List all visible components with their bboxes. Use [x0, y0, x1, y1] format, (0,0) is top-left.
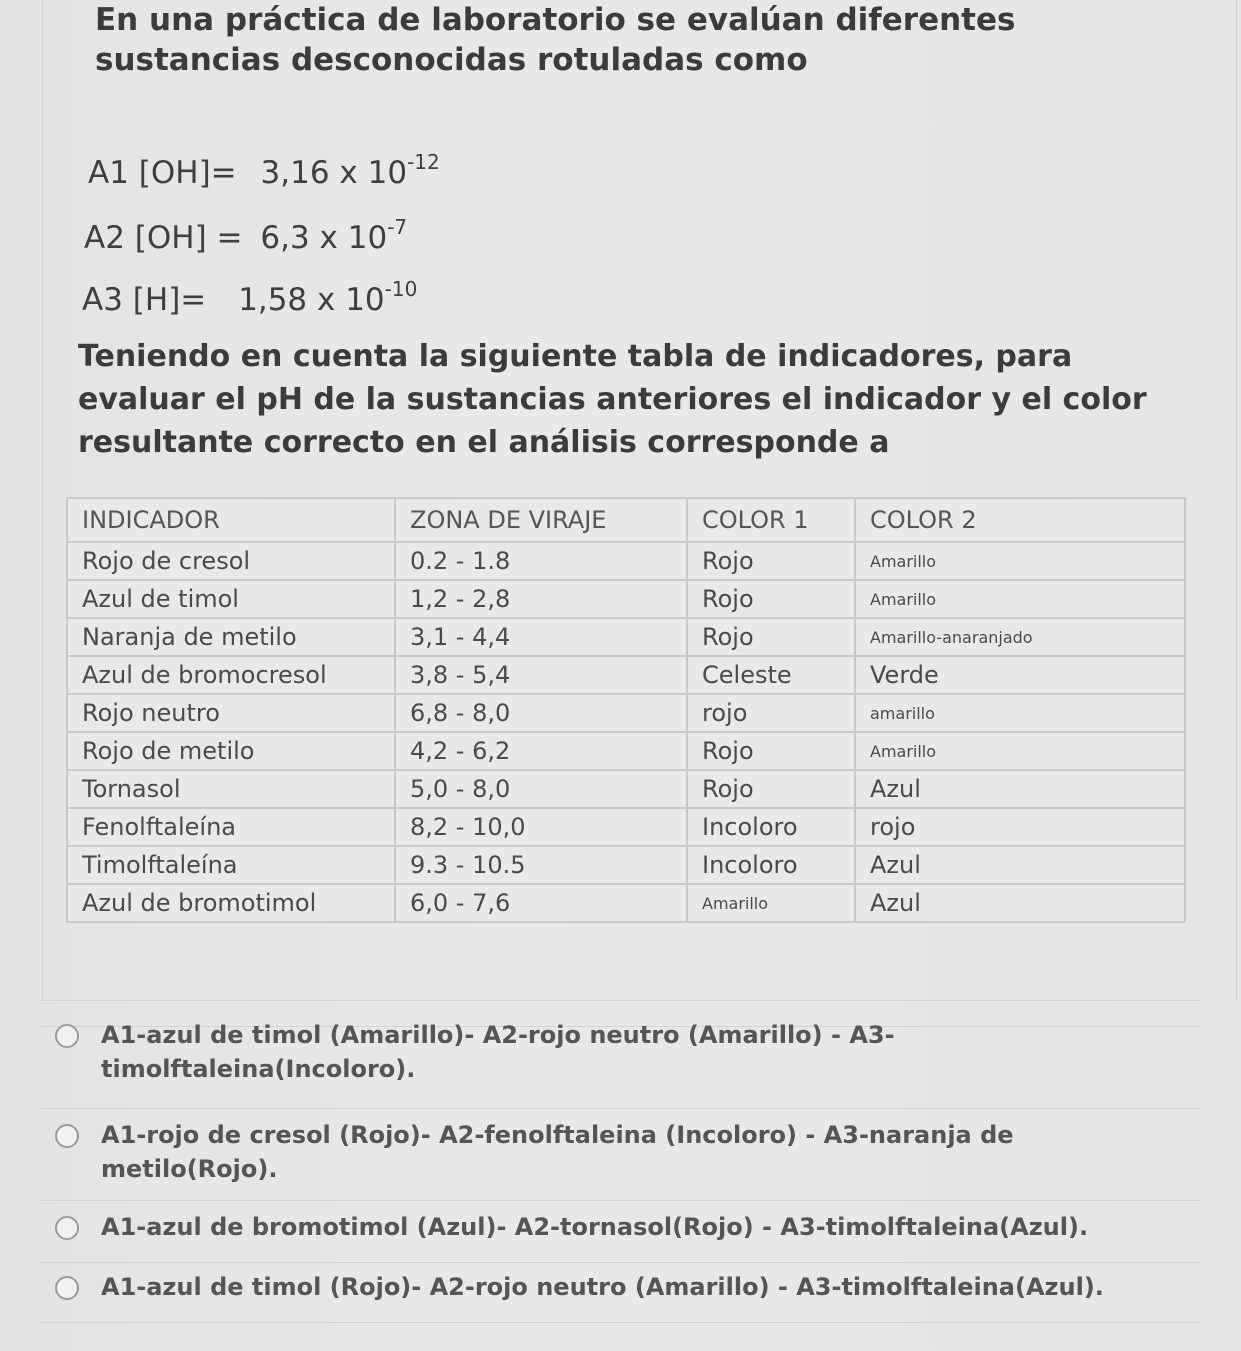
color2-cell: rojo [855, 808, 1185, 846]
question-intro: En una práctica de laboratorio se evalúan diferentes sustancias desconocidas rotuladas como [95, 2, 1016, 78]
concentration-label: A3 [H]= [82, 282, 207, 318]
range-cell: 5,0 - 8,0 [395, 770, 687, 808]
range-cell: 1,2 - 2,8 [395, 580, 687, 618]
radio-button[interactable] [55, 1276, 79, 1300]
answer-option-3[interactable] [55, 1210, 1175, 1244]
concentration-value: 6,3 x 10 [260, 220, 388, 256]
radio-button[interactable] [55, 1124, 79, 1148]
table-row [67, 618, 1185, 656]
indicator-cell: Naranja de metilo [67, 618, 395, 656]
left-border [42, 0, 43, 1000]
concentration-a1 [88, 150, 440, 191]
concentration-label: A1 [OH]= [88, 155, 237, 191]
concentration-exponent: -12 [407, 150, 440, 174]
color1-cell: Celeste [687, 656, 855, 694]
table-row [67, 656, 1185, 694]
color2-cell: amarillo [855, 694, 1185, 732]
color1-cell: rojo [687, 694, 855, 732]
question-prompt: Teniendo en cuenta la siguiente tabla de indicadores, para evaluar el pH de la sustancias anteriores el indicador y el color resultante correcto en el análisis corresponde a [78, 339, 1147, 460]
answer-option-label: A1-rojo de cresol (Rojo)- A2-fenolftaleina (Incoloro) - A3-naranja de metilo(Rojo). [101, 1121, 1014, 1183]
range-cell: 6,8 - 8,0 [395, 694, 687, 732]
indicator-table [66, 497, 1186, 923]
range-cell: 8,2 - 10,0 [395, 808, 687, 846]
indicator-cell: Rojo neutro [67, 694, 395, 732]
divider [40, 1262, 1200, 1263]
table-row [67, 770, 1185, 808]
indicator-cell: Timolftaleína [67, 846, 395, 884]
divider [40, 1108, 1200, 1109]
range-cell: 0.2 - 1.8 [395, 542, 687, 580]
indicator-cell: Tornasol [67, 770, 395, 808]
color2-cell: Verde [855, 656, 1185, 694]
concentration-a3 [82, 277, 417, 318]
radio-button[interactable] [55, 1216, 79, 1240]
range-cell: 3,1 - 4,4 [395, 618, 687, 656]
answer-option-label: A1-azul de bromotimol (Azul)- A2-tornasol(Rojo) - A3-timolftaleina(Azul). [101, 1213, 1089, 1241]
indicator-cell: Azul de timol [67, 580, 395, 618]
answer-option-label: A1-azul de timol (Rojo)- A2-rojo neutro (Amarillo) - A3-timolftaleina(Azul). [101, 1273, 1104, 1301]
indicator-cell: Rojo de metilo [67, 732, 395, 770]
table-header-row [67, 498, 1185, 542]
color2-cell: Amarillo [855, 732, 1185, 770]
indicator-cell: Azul de bromocresol [67, 656, 395, 694]
concentration-label: A2 [OH] = [84, 220, 243, 256]
color1-cell: Rojo [687, 770, 855, 808]
table-row [67, 846, 1185, 884]
right-border [1236, 0, 1237, 1000]
color1-cell: Rojo [687, 732, 855, 770]
color1-cell: Rojo [687, 618, 855, 656]
divider [40, 1200, 1200, 1201]
divider [40, 1000, 1200, 1001]
table-row [67, 580, 1185, 618]
table-row [67, 732, 1185, 770]
header-range: ZONA DE VIRAJE [395, 498, 687, 542]
color2-cell: Azul [855, 770, 1185, 808]
indicator-cell: Rojo de cresol [67, 542, 395, 580]
table-row [67, 694, 1185, 732]
color2-cell: Amarillo-anaranjado [855, 618, 1185, 656]
indicator-cell: Azul de bromotimol [67, 884, 395, 922]
concentration-exponent: -10 [384, 277, 418, 301]
table-row [67, 884, 1185, 922]
range-cell: 4,2 - 6,2 [395, 732, 687, 770]
answer-option-label: A1-azul de timol (Amarillo)- A2-rojo neutro (Amarillo) - A3-timolftaleina(Incoloro). [101, 1021, 895, 1083]
answer-option-4[interactable] [55, 1270, 1175, 1304]
color2-cell: Amarillo [855, 542, 1185, 580]
range-cell: 3,8 - 5,4 [395, 656, 687, 694]
color2-cell: Azul [855, 846, 1185, 884]
color2-cell: Azul [855, 884, 1185, 922]
header-color2: COLOR 2 [855, 498, 1185, 542]
range-cell: 9.3 - 10.5 [395, 846, 687, 884]
indicator-cell: Fenolftaleína [67, 808, 395, 846]
color1-cell: Rojo [687, 542, 855, 580]
concentration-a2 [84, 215, 407, 256]
header-color1: COLOR 1 [687, 498, 855, 542]
concentration-exponent: -7 [387, 215, 408, 239]
color1-cell: Incoloro [687, 846, 855, 884]
table-row [67, 542, 1185, 580]
radio-button[interactable] [55, 1024, 79, 1048]
color1-cell: Incoloro [687, 808, 855, 846]
color1-cell: Rojo [687, 580, 855, 618]
concentration-value: 3,16 x 10 [260, 155, 408, 191]
table-row [67, 808, 1185, 846]
concentration-value: 1,58 x 10 [238, 282, 385, 318]
header-indicator: INDICADOR [67, 498, 395, 542]
color1-cell: Amarillo [687, 884, 855, 922]
divider [40, 1322, 1200, 1323]
answer-option-1[interactable] [55, 1018, 1175, 1086]
answer-option-2[interactable] [55, 1118, 1175, 1186]
color2-cell: Amarillo [855, 580, 1185, 618]
range-cell: 6,0 - 7,6 [395, 884, 687, 922]
